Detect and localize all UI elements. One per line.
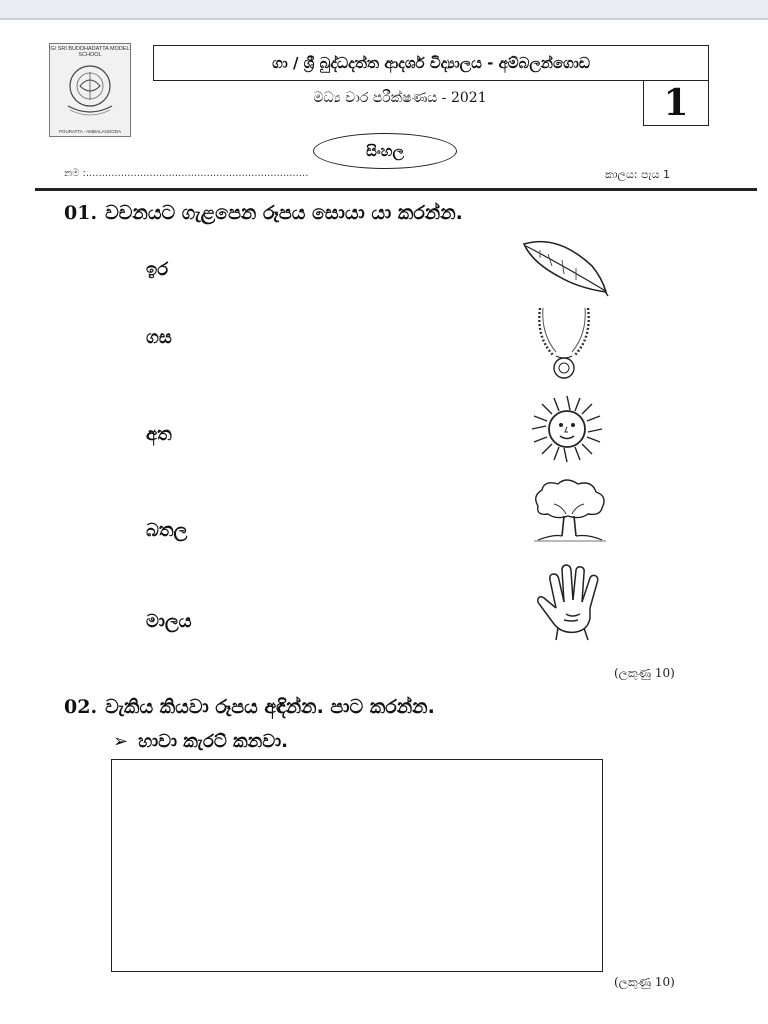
grade-number: 1 xyxy=(663,82,689,124)
leaf-icon xyxy=(518,236,610,298)
top-bar xyxy=(0,0,768,20)
question-2-text: වැකිය කියවා රූපය අඳින්න. පාට කරන්න. xyxy=(105,696,435,718)
word-2: ගස xyxy=(146,327,172,348)
word-5: මාලය xyxy=(146,611,192,632)
question-2-marks: (ලකුණු 10) xyxy=(614,975,675,989)
header-divider xyxy=(35,188,757,191)
arrow-bullet-icon: ➢ xyxy=(113,731,129,752)
logo-bottom-text: POURATTA - AMBALANGODA xyxy=(58,129,122,134)
logo-top-text: G/ SRI BUDDHADATTA MODEL SCHOOL xyxy=(50,46,130,58)
subject-name: සිංහල xyxy=(366,142,404,160)
crest-icon xyxy=(58,62,122,122)
grade-box xyxy=(643,80,709,126)
time-field: කාලය: පැය 1 xyxy=(605,168,670,181)
name-field: නම :...................................................................... xyxy=(64,168,309,179)
question-1-title xyxy=(64,202,463,224)
question-1-marks: (ලකුණු 10) xyxy=(614,666,675,680)
question-1-text: වචනයට ගැළපෙන රූපය සොයා යා කරන්න. xyxy=(105,202,463,224)
hand-icon xyxy=(536,562,608,642)
necklace-icon xyxy=(532,304,596,384)
question-2-sentence-line xyxy=(113,731,288,752)
question-2-number: 02. xyxy=(64,696,98,718)
question-2-sentence: හාවා කැරට් කනවා. xyxy=(138,731,288,752)
school-name-box xyxy=(153,45,709,81)
sun-icon xyxy=(530,394,604,464)
subject-oval xyxy=(313,133,457,169)
drawing-box[interactable] xyxy=(111,759,603,972)
tree-icon xyxy=(528,478,610,544)
term-exam-title: මධ්‍ය වාර පරීක්ෂණය - 2021 xyxy=(313,90,487,106)
word-3: අත xyxy=(146,424,172,445)
school-name: ගා / ශ්‍රී බුද්ධදත්ත ආදර්ශ විද්‍යාලය - අම්බලන්ගොඩ xyxy=(272,54,590,72)
word-4: බතල xyxy=(146,520,188,541)
school-logo xyxy=(49,43,131,137)
question-1-number: 01. xyxy=(64,202,98,224)
question-2-title xyxy=(64,696,435,718)
word-1: ඉර xyxy=(146,259,169,280)
